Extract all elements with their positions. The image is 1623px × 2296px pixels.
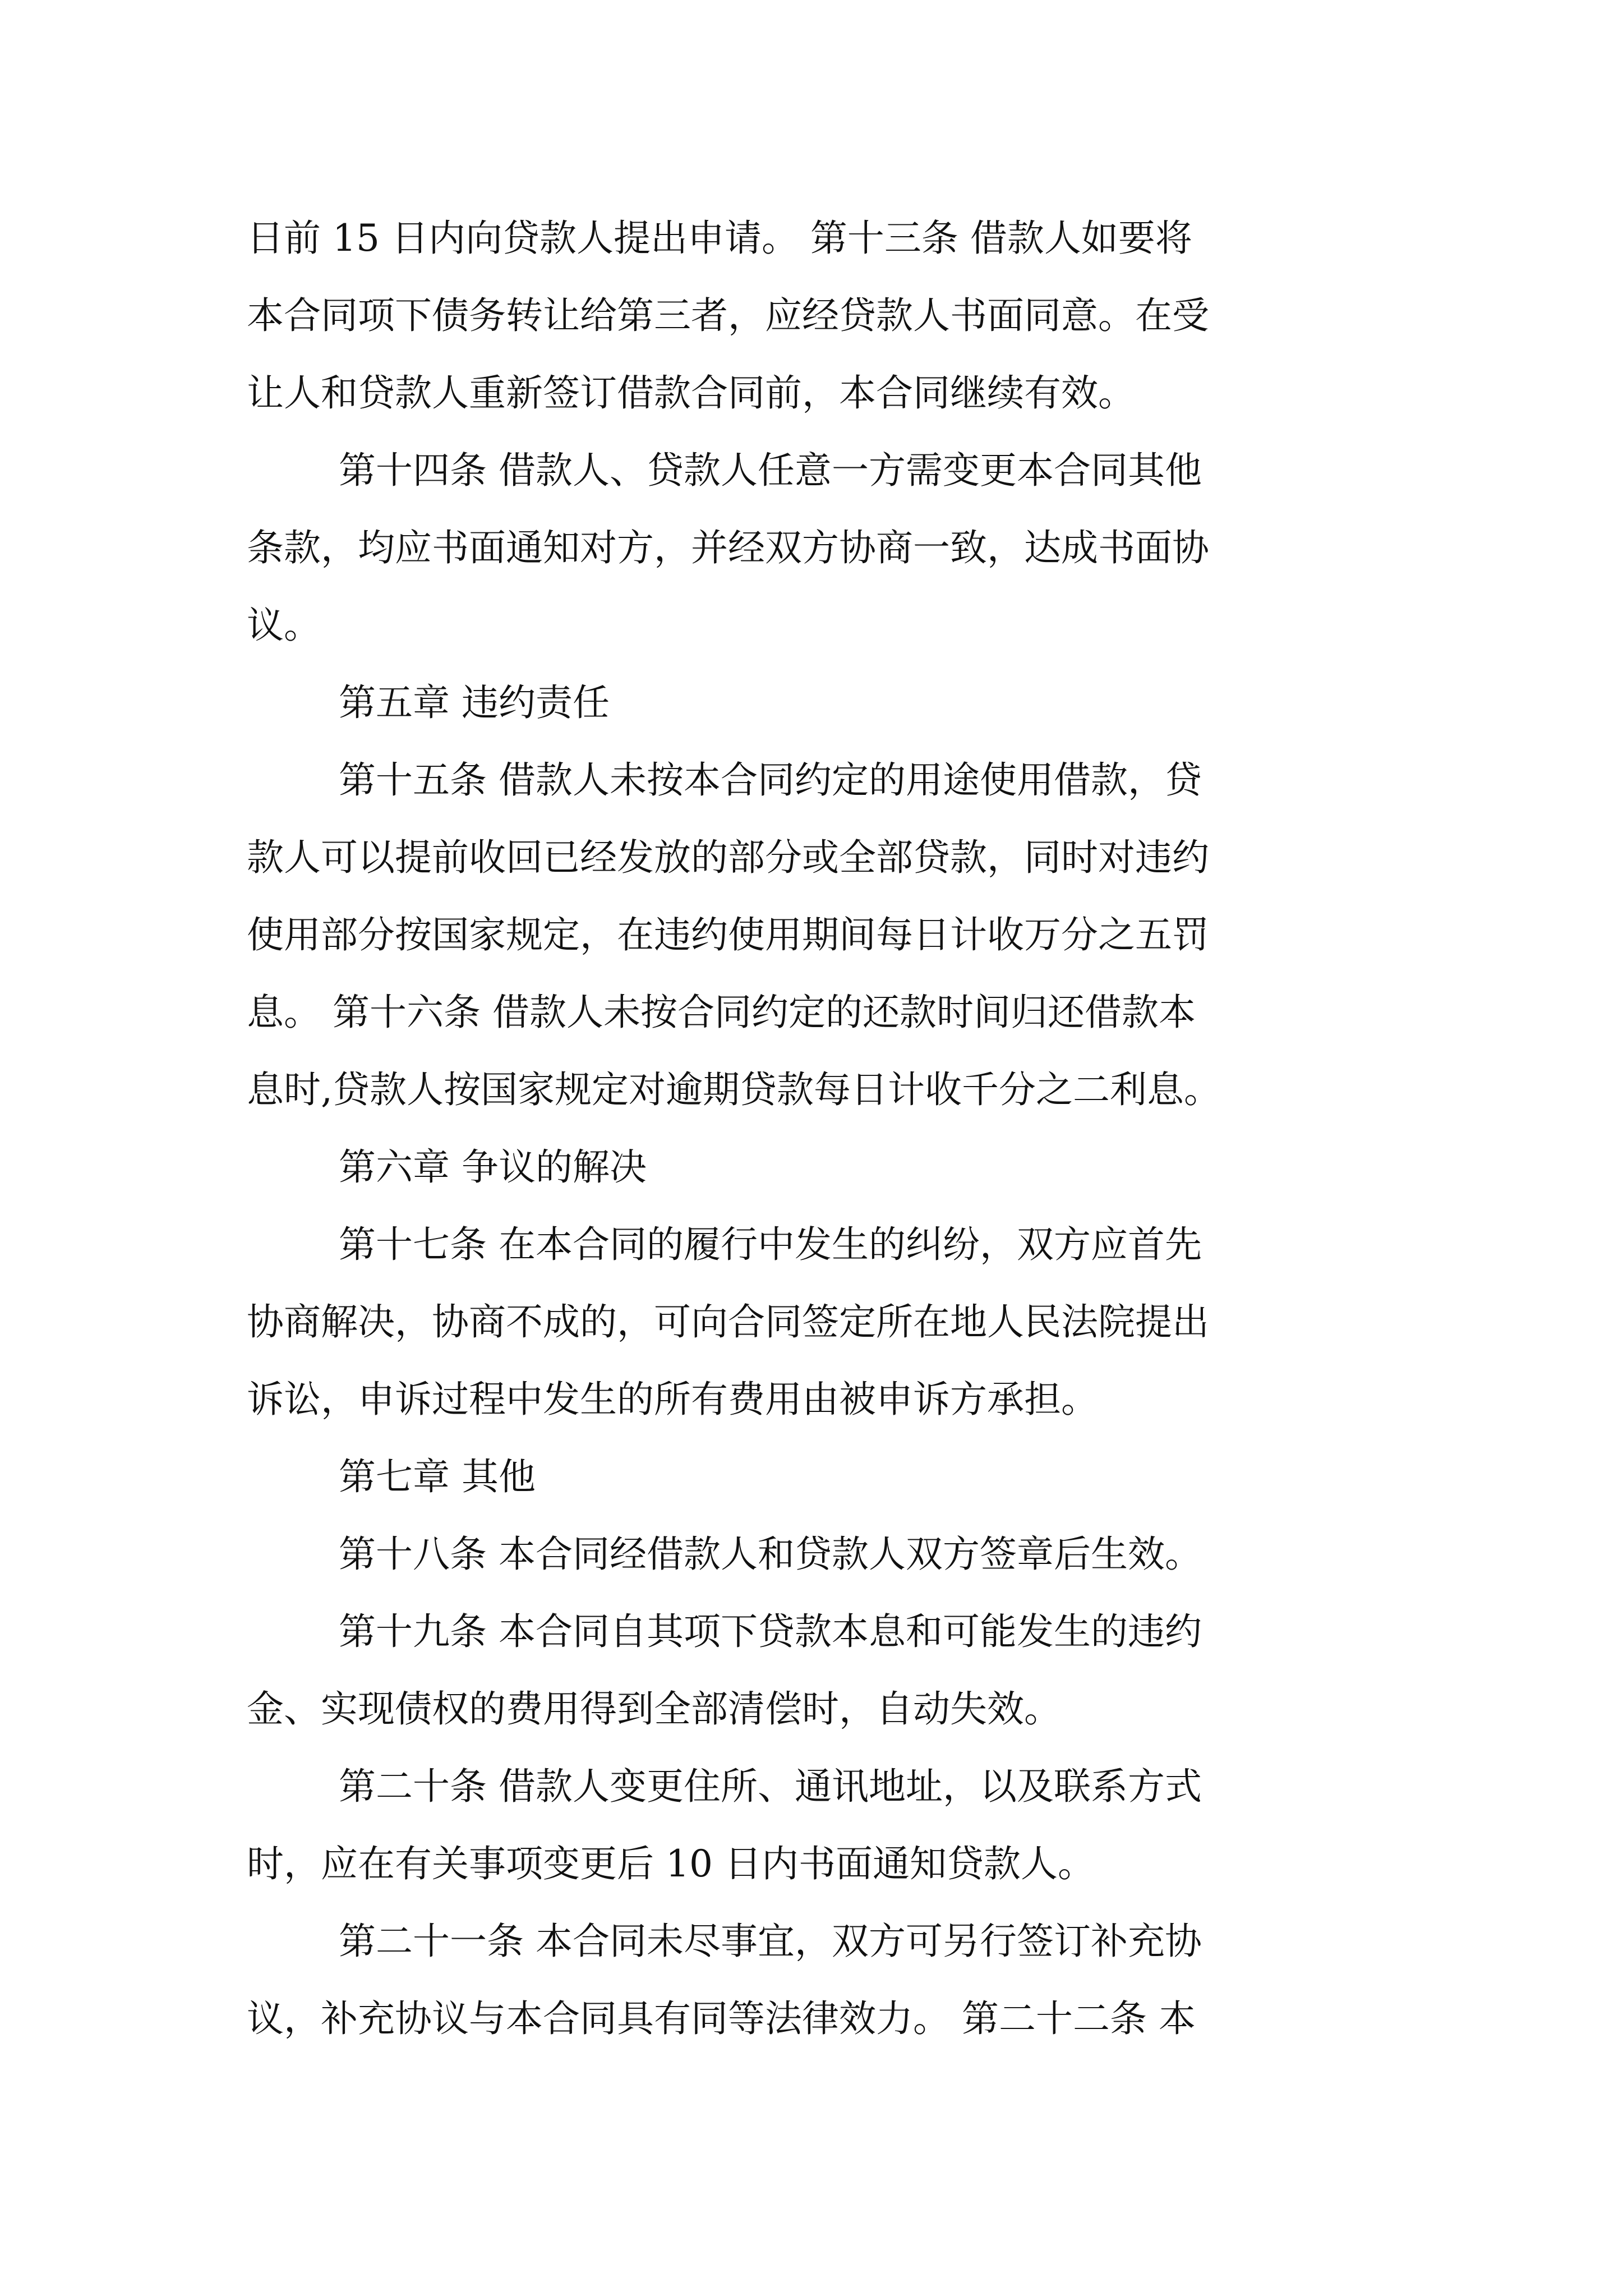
- text-line-21: 第二十条 借款人变更住所、通讯地址，以及联系方式: [339, 1765, 1202, 1808]
- text-line-11: 息。 第十六条 借款人未按合同约定的还款时间归还借款本: [247, 991, 1196, 1034]
- text-line-4: 第十四条 借款人、贷款人任意一方需变更本合同其他: [339, 449, 1202, 492]
- text-line-2: 本合同项下债务转让给第三者，应经贷款人书面同意。在受: [247, 294, 1209, 337]
- text-line-5: 条款，均应书面通知对方，并经双方协商一致，达成书面协: [247, 526, 1209, 569]
- text-line-8: 第十五条 借款人未按本合同约定的用途使用借款，贷: [339, 758, 1202, 802]
- text-line-6: 议。: [247, 604, 321, 647]
- text-line-14: 第十七条 在本合同的履行中发生的纠纷，双方应首先: [339, 1223, 1202, 1266]
- chapter-heading-6: 第六章 争议的解决: [339, 1145, 647, 1189]
- text-line-16: 诉讼，申诉过程中发生的所有费用由被申诉方承担。: [247, 1378, 1098, 1421]
- text-line-20: 金、实现债权的费用得到全部清偿时，自动失效。: [247, 1687, 1061, 1731]
- text-line-3: 让人和贷款人重新签订借款合同前，本合同继续有效。: [247, 371, 1135, 415]
- text-line-1: 日前 15 日内向贷款人提出申请。 第十三条 借款人如要将: [247, 217, 1192, 260]
- text-line-18: 第十八条 本合同经借款人和贷款人双方签章后生效。: [339, 1533, 1202, 1576]
- text-line-15: 协商解决，协商不成的，可向合同签定所在地人民法院提出: [247, 1300, 1209, 1343]
- text-line-22: 时，应在有关事项变更后 10 日内书面通知贷款人。: [247, 1842, 1095, 1885]
- chapter-heading-7: 第七章 其他: [339, 1455, 536, 1498]
- text-line-24: 议，补充协议与本合同具有同等法律效力。 第二十二条 本: [247, 1997, 1196, 2040]
- text-line-9: 款人可以提前收回已经发放的部分或全部贷款，同时对违约: [247, 836, 1209, 879]
- chapter-heading-5: 第五章 违约责任: [339, 681, 610, 724]
- text-line-10: 使用部分按国家规定，在违约使用期间每日计收万分之五罚: [247, 913, 1209, 956]
- text-line-12: 息时,贷款人按国家规定对逾期贷款每日计收千分之二利息。: [247, 1068, 1221, 1111]
- text-line-23: 第二十一条 本合同未尽事宜，双方可另行签订补充协: [339, 1920, 1202, 1963]
- text-line-19: 第十九条 本合同自其项下贷款本息和可能发生的违约: [339, 1610, 1202, 1653]
